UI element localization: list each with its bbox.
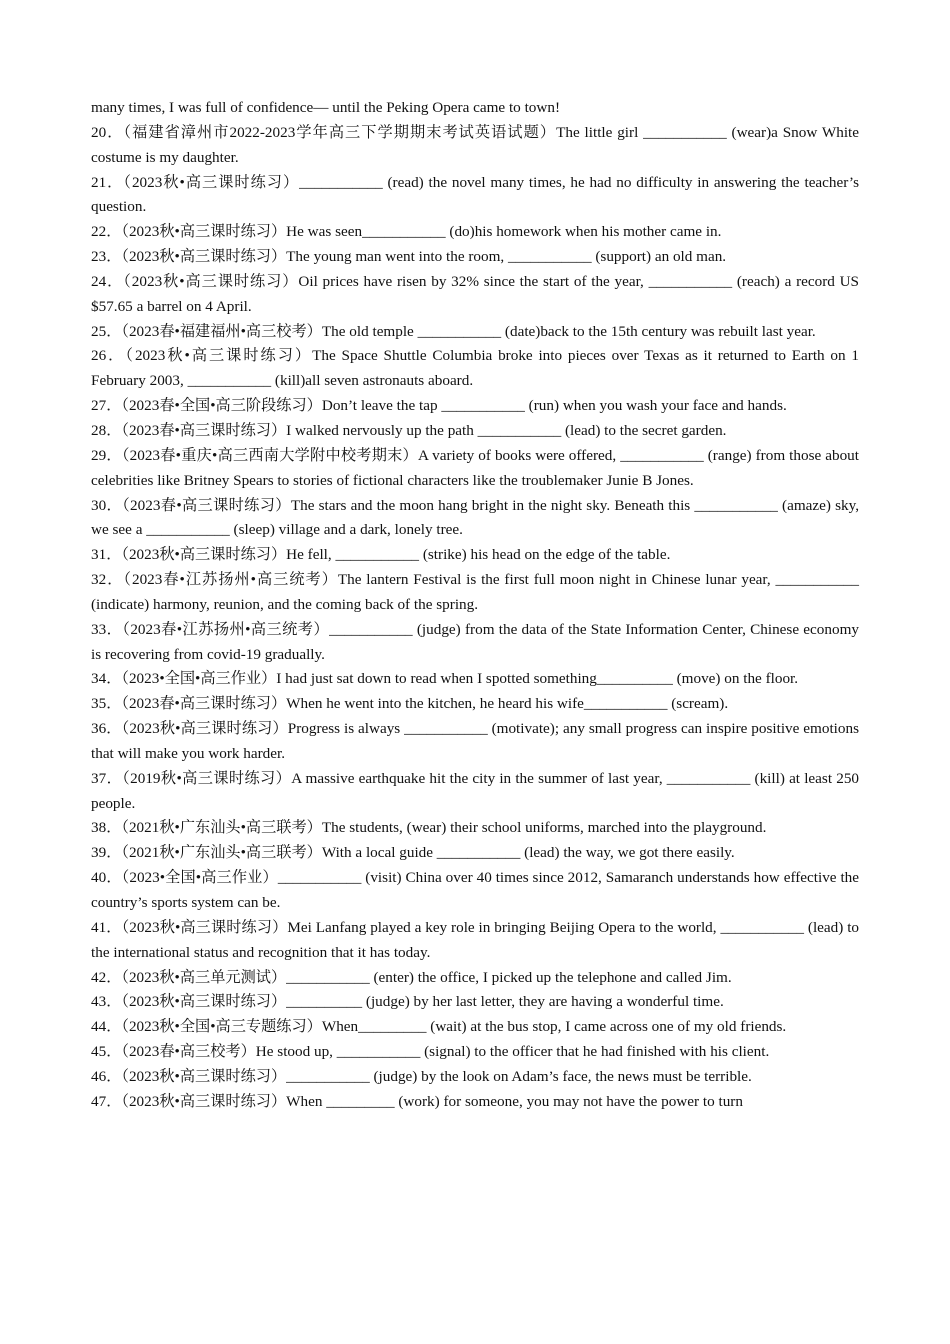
question-source: （2023秋•高三课时练习） — [121, 223, 287, 241]
question-number: 21． — [91, 173, 124, 191]
question-number: 26． — [91, 347, 126, 365]
question-text: The lantern Festival is the first full moon night in Chinese lunar year, ___________ (indicate) harmony, reunion, and the coming back of the spring. — [91, 571, 859, 613]
question-number: 28． — [91, 421, 122, 439]
question-item — [91, 1090, 859, 1115]
question-source: （2023春•高三课时练习） — [122, 496, 291, 514]
question-source: （2023秋•高三课时练习） — [121, 918, 288, 936]
question-text: The Space Shuttle Columbia broke into pieces over Texas as it returned to Earth on 1 February 2003, ___________ (kill)all seven astronauts aboard. — [91, 347, 860, 390]
question-item — [91, 1040, 859, 1065]
question-source: （2021秋•广东汕头•高三联考） — [121, 819, 322, 837]
question-text: Don’t leave the tap ___________ (run) when you wash your face and hands. — [321, 397, 787, 415]
question-item — [91, 767, 859, 817]
question-text: I had just sat down to read when I spotted something__________ (move) on the floor. — [276, 670, 799, 688]
question-item — [91, 916, 859, 966]
question-item — [91, 270, 859, 320]
question-number: 32． — [91, 571, 124, 589]
question-source: （2023春•江苏扬州•高三统考） — [123, 571, 338, 589]
question-source: （2023秋•高三课时练习） — [123, 272, 299, 290]
question-number: 41． — [91, 918, 122, 936]
question-source: （2023春•重庆•高三西南大学附中校考期末） — [121, 446, 418, 464]
question-item — [91, 618, 859, 668]
question-text: When _________ (work) for someone, you may not have the power to turn — [286, 1092, 743, 1110]
question-text: A variety of books were offered, ___________ (range) from those about celebrities like Britney Spears to stories of fictional characters like the troublemaker Junie B Jones. — [91, 446, 859, 489]
question-number: 40． — [91, 869, 122, 887]
question-number: 33． — [91, 620, 123, 638]
question-item — [91, 990, 859, 1015]
question-item — [91, 1015, 859, 1040]
question-item — [91, 394, 859, 419]
question-source: （2023春•高三课时练习） — [121, 695, 287, 713]
question-number: 24． — [91, 272, 124, 290]
question-item — [91, 816, 859, 841]
question-source: （2023秋•高三课时练习） — [121, 546, 287, 564]
question-source: （2023春•高三课时练习） — [121, 421, 287, 439]
question-text: When he went into the kitchen, he heard his wife___________ (scream). — [286, 695, 729, 713]
question-item — [91, 692, 859, 717]
question-item — [91, 121, 859, 171]
question-text: He stood up, ___________ (signal) to the officer that he had finished with his client. — [255, 1043, 770, 1061]
question-text: I walked nervously up the path ___________ (lead) to the secret garden. — [286, 421, 727, 439]
continued-text: many times, I was full of confidence— until the Peking Opera came to town! — [91, 99, 560, 116]
question-source: （2023春•全国•高三阶段练习） — [121, 397, 322, 415]
question-source: （2019秋•高三课时练习） — [122, 769, 292, 787]
question-source: （福建省漳州市2022-2023学年高三下学期期末考试英语试题） — [123, 123, 557, 141]
question-text: The stars and the moon hang bright in the night sky. Beneath this ___________ (amaze) sky, we see a ___________ (sleep) village and a dark, lonely tree. — [91, 496, 860, 539]
question-item — [91, 494, 859, 544]
question-text: He was seen___________ (do)his homework when his mother came in. — [286, 223, 722, 241]
question-text: The young man went into the room, ___________ (support) an old man. — [286, 248, 727, 266]
question-text: ___________ (visit) China over 40 times since 2012, Samaranch understands how effective the country’s sports system can be. — [91, 869, 860, 911]
question-number: 31． — [91, 546, 122, 564]
question-source: （2023秋•高三课时练习） — [125, 347, 313, 365]
question-text: Oil prices have risen by 32% since the start of the year, ___________ (reach) a record US $57.65 a barrel on 4 April. — [91, 272, 859, 315]
question-number: 42． — [91, 968, 122, 986]
question-text: He fell, ___________ (strike) his head on the edge of the table. — [286, 546, 671, 564]
question-source: （2023春•福建福州•高三校考） — [121, 322, 322, 340]
question-text: ___________ (enter) the office, I picked up the telephone and called Jim. — [286, 968, 732, 986]
question-source: （2023秋•全国•高三专题练习） — [121, 1018, 322, 1036]
question-number: 38． — [91, 819, 122, 837]
question-number: 29． — [91, 446, 122, 464]
question-number: 30． — [91, 496, 123, 514]
question-source: （2023春•江苏扬州•高三统考） — [122, 620, 330, 638]
question-source: （2023秋•高三课时练习） — [121, 1092, 287, 1110]
question-item — [91, 667, 859, 692]
question-text: Mei Lanfang played a key role in bringing Beijing Opera to the world, ___________ (lead) to the international status and recognition that it has today. — [91, 918, 860, 961]
question-text: With a local guide ___________ (lead) the way, we got there easily. — [321, 844, 735, 862]
question-item — [91, 1065, 859, 1090]
question-text: Progress is always ___________ (motivate); any small progress can inspire positive emotions that will make you work harder. — [91, 720, 859, 762]
question-number: 23． — [91, 248, 122, 266]
question-number: 36． — [91, 720, 122, 738]
question-text: The little girl ___________ (wear)a Snow White costume is my daughter. — [91, 123, 860, 166]
question-number: 43． — [91, 993, 122, 1011]
question-item — [91, 344, 859, 394]
document-page — [91, 96, 859, 1115]
question-source: （2023春•高三校考） — [121, 1043, 256, 1061]
question-number: 37． — [91, 769, 123, 787]
question-item — [91, 543, 859, 568]
question-item — [91, 444, 859, 494]
question-source: （2021秋•广东汕头•高三联考） — [121, 844, 322, 862]
question-number: 20． — [91, 123, 124, 141]
question-number: 46． — [91, 1067, 122, 1085]
question-item — [91, 320, 859, 345]
question-item — [91, 419, 859, 444]
question-source: （2023秋•高三课时练习） — [121, 248, 287, 266]
question-item — [91, 220, 859, 245]
question-text: A massive earthquake hit the city in the summer of last year, ___________ (kill) at least 250 people. — [91, 769, 860, 812]
question-source: （2023•全国•高三作业） — [121, 869, 278, 887]
question-item — [91, 568, 859, 618]
question-text: When_________ (wait) at the bus stop, I came across one of my old friends. — [321, 1018, 787, 1036]
question-source: （2023秋•高三课时练习） — [121, 1067, 287, 1085]
question-text: The old temple ___________ (date)back to the 15th century was rebuilt last year. — [321, 322, 816, 340]
question-item — [91, 966, 859, 991]
question-number: 39． — [91, 844, 122, 862]
question-number: 47． — [91, 1092, 122, 1110]
question-number: 22． — [91, 223, 122, 241]
question-source: （2023秋•高三单元测试） — [121, 968, 287, 986]
question-item — [91, 245, 859, 270]
question-text: __________ (judge) by her last letter, they are having a wonderful time. — [286, 993, 724, 1011]
question-source: （2023秋•高三课时练习） — [121, 720, 288, 738]
question-number: 35． — [91, 695, 122, 713]
question-list — [91, 121, 859, 1115]
question-number: 45． — [91, 1043, 122, 1061]
question-text: ___________ (judge) from the data of the State Information Center, Chinese economy is recovering from covid-19 gradually. — [91, 620, 859, 663]
question-item — [91, 717, 859, 767]
question-source: （2023秋•高三课时练习） — [123, 173, 300, 191]
question-text: ___________ (judge) by the look on Adam’s face, the news must be terrible. — [286, 1067, 752, 1085]
question-source: （2023秋•高三课时练习） — [121, 993, 287, 1011]
question-number: 44． — [91, 1018, 122, 1036]
question-number: 34． — [91, 670, 122, 688]
question-item — [91, 866, 859, 916]
question-item — [91, 841, 859, 866]
question-source: （2023•全国•高三作业） — [121, 670, 277, 688]
question-number: 27． — [91, 397, 122, 415]
question-item — [91, 171, 859, 221]
question-text: The students, (wear) their school uniforms, marched into the playground. — [321, 819, 767, 837]
question-number: 25． — [91, 322, 122, 340]
question-text: ___________ (read) the novel many times, he had no difficulty in answering the teacher’s question. — [91, 173, 860, 216]
